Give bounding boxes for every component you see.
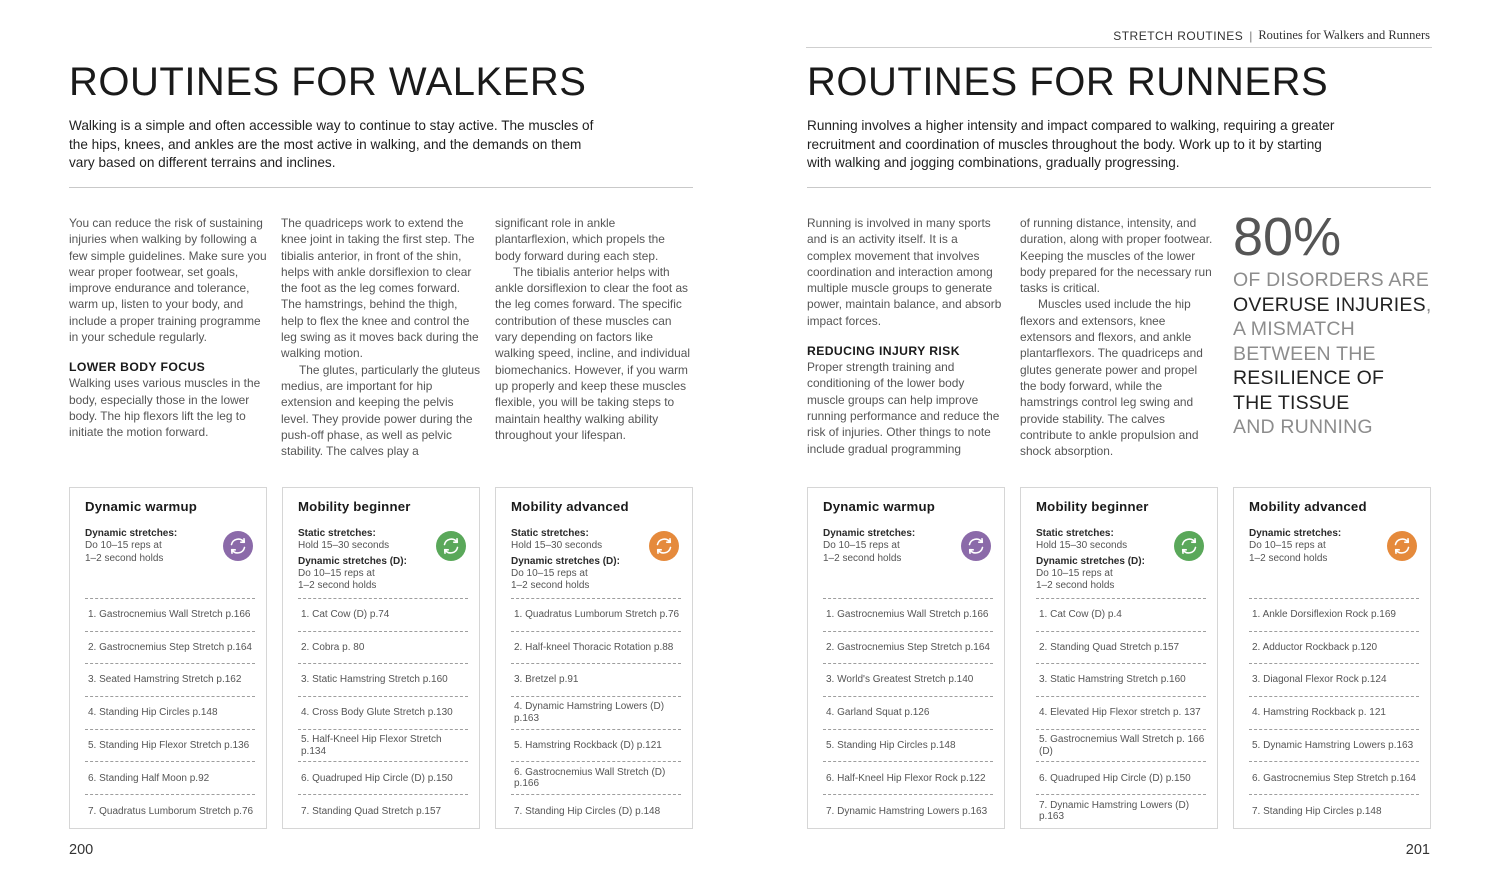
- subsection-label: Routines for Walkers and Runners: [1258, 28, 1430, 42]
- stretch-type-label: Dynamic stretches (D):: [298, 555, 407, 567]
- list-item: 6. Half-Kneel Hip Flexor Rock p.122: [823, 762, 993, 795]
- list-item: 4. Garland Squat p.126: [823, 697, 993, 730]
- list-item: 1. Cat Cow (D) p.4: [1036, 599, 1206, 632]
- stretch-holds: Hold 15–30 seconds: [511, 540, 603, 552]
- list-item: 1. Gastrocnemius Wall Stretch p.166: [823, 599, 993, 632]
- refresh-icon: [1387, 531, 1417, 561]
- list-item: 2. Cobra p. 80: [298, 632, 468, 665]
- running-head: [1113, 28, 1430, 43]
- card-title: Dynamic warmup: [823, 499, 935, 514]
- runners-column-1: [807, 215, 1005, 457]
- list-item: 4. Hamstring Rockback p. 121: [1249, 697, 1419, 730]
- card-title: Mobility beginner: [298, 499, 411, 514]
- card-instructions: [511, 528, 641, 592]
- stretch-holds: 1–2 second holds: [823, 552, 902, 564]
- walkers-column-1: [69, 215, 267, 441]
- walkers-subheading: LOWER BODY FOCUS: [69, 360, 206, 375]
- list-item: 4. Standing Hip Circles p.148: [85, 697, 255, 730]
- stretch-holds: Hold 15–30 seconds: [298, 540, 390, 552]
- stretch-holds: 1–2 second holds: [1036, 580, 1115, 592]
- runners-card-dynamic-warmup: [807, 487, 1005, 829]
- stretch-holds: 1–2 second holds: [298, 580, 377, 592]
- refresh-icon: [961, 531, 991, 561]
- runners-subheading: REDUCING INJURY RISK: [807, 344, 960, 359]
- list-item: 4. Cross Body Glute Stretch p.130: [298, 697, 468, 730]
- card-instructions: [1036, 528, 1166, 592]
- stretch-type-label: Dynamic stretches (D):: [511, 555, 620, 567]
- list-item: 4. Dynamic Hamstring Lowers (D) p.163: [511, 697, 681, 730]
- list-item: 4. Elevated Hip Flexor stretch p. 137: [1036, 697, 1206, 730]
- statistic-callout: [1233, 206, 1433, 440]
- runners-card-mobility-beginner: [1020, 487, 1218, 829]
- walkers-card-dynamic-warmup: [69, 487, 267, 829]
- list-item: 1. Gastrocnemius Wall Stretch p.166: [85, 599, 255, 632]
- stretch-reps: Do 10–15 reps at: [511, 567, 588, 579]
- list-item: 7. Dynamic Hamstring Lowers (D) p.163: [1039, 799, 1190, 823]
- walkers-col2-paragraph-2: The glutes, particularly the gluteus medius, are important for hip extension and keeping the pelvis level. They provide power during the push-off phase, as well as pelvic stability. The calves play a: [281, 362, 481, 459]
- walkers-col1-paragraph-2: Walking uses various muscles in the body, especially those in the lower body. The hip flexors lift the leg to initiate the motion forward.: [69, 376, 261, 440]
- card-title: Mobility beginner: [1036, 499, 1149, 514]
- list-item: 6. Standing Half Moon p.92: [85, 762, 255, 795]
- stretch-list: [511, 598, 681, 828]
- walkers-col2-paragraph-1: The quadriceps work to extend the knee joint in taking the first step. The tibialis anterior, in front of the shin, helps with ankle dorsiflexion to clear the foot as the leg comes forward. The hamstrings, behind the thigh, help to flex the knee and control the leg swing as it moves back during the walking motion.: [281, 216, 479, 361]
- statistic-emphasis: THE TISSUE: [1233, 391, 1350, 414]
- runners-title: ROUTINES FOR RUNNERS: [807, 60, 1329, 104]
- stretch-holds: Hold 15–30 seconds: [1036, 540, 1128, 552]
- statistic-line: OF DISORDERS ARE: [1233, 269, 1430, 291]
- stretch-type-label: Dynamic stretches (D):: [1036, 555, 1145, 567]
- list-item: 5. Gastrocnemius Wall Stretch p. 166 (D): [1036, 730, 1206, 763]
- stretch-reps: Do 10–15 reps at: [298, 567, 375, 579]
- walkers-col3-paragraph-1: significant role in ankle plantarflexion, which propels the body forward during each step.: [495, 216, 665, 263]
- card-instructions: [85, 528, 215, 565]
- walkers-title: ROUTINES FOR WALKERS: [69, 60, 587, 104]
- walkers-col3-paragraph-2: The tibialis anterior helps with ankle dorsiflexion to clear the foot as the leg comes forward. The specific contribution of these muscles can vary depending on factors like walking speed, incline, and individual biomechanics. However, if you warm up properly and keep these muscles flexible, you will be taking steps to maintain healthy walking ability throughout your lifespan.: [495, 264, 690, 442]
- list-item: 6. Gastrocnemius Step Stretch p.164: [1249, 762, 1419, 795]
- header-separator: |: [1249, 28, 1253, 43]
- list-item: 2. Gastrocnemius Step Stretch p.164: [85, 632, 255, 665]
- stretch-type-label: Dynamic stretches:: [823, 528, 916, 539]
- stretch-list: [1249, 598, 1419, 828]
- walkers-col1-paragraph-1: You can reduce the risk of sustaining injuries when walking by following a few simple guidelines. Make sure you wear proper footwear, set goals, improve endurance and tolerance, warm up, listen to your body, and include a proper training programme in your schedule regularly.: [69, 216, 267, 345]
- list-item: 6. Gastrocnemius Wall Stretch (D) p.166: [511, 762, 681, 795]
- card-title: Dynamic warmup: [85, 499, 197, 514]
- runners-col1-paragraph-2: Proper strength training and conditioning of the lower body muscle groups can help improve running performance and reduce the risk of injuries. Other things to note include gradual programming: [807, 360, 1000, 456]
- list-item: 1. Cat Cow (D) p.74: [298, 599, 468, 632]
- page-number-left: 200: [69, 842, 94, 858]
- walkers-intro-rule: [69, 187, 693, 188]
- statistic-emphasis: OVERUSE INJURIES: [1233, 293, 1426, 316]
- statistic-line: AND RUNNING: [1233, 416, 1373, 438]
- stretch-reps: Do 10–15 reps at: [1249, 540, 1326, 552]
- stretch-list: [85, 598, 255, 828]
- runners-col2-paragraph-2: Muscles used include the hip flexors and extensors, knee extensors and flexors, and ankle plantarflexors. The quadriceps and glutes generate power and propel the body forward, while the hamstrings control leg swing and provide stability. The calves contribute to ankle propulsion and shock absorption.: [1020, 297, 1203, 459]
- list-item: 5. Standing Hip Circles p.148: [823, 730, 993, 763]
- page-number-right: 201: [1405, 842, 1430, 858]
- list-item: 2. Half-kneel Thoracic Rotation p.88: [511, 632, 681, 665]
- card-title: Mobility advanced: [511, 499, 629, 514]
- stretch-list: [823, 598, 993, 828]
- list-item: 5. Standing Hip Flexor Stretch p.136: [85, 730, 255, 763]
- list-item: 6. Quadruped Hip Circle (D) p.150: [298, 762, 468, 795]
- card-instructions: [1249, 528, 1379, 565]
- runners-column-2: [1020, 215, 1216, 459]
- list-item: 3. Bretzel p.91: [511, 664, 681, 697]
- stretch-type-label: Static stretches:: [511, 528, 589, 539]
- stretch-list: [1036, 598, 1206, 828]
- list-item: 5. Half-Kneel Hip Flexor Stretch p.134: [298, 730, 468, 763]
- list-item: 5. Hamstring Rockback (D) p.121: [511, 730, 681, 763]
- list-item: 7. Standing Hip Circles (D) p.148: [514, 805, 661, 817]
- stretch-type-label: Dynamic stretches:: [1249, 528, 1342, 539]
- statistic-line: A MISMATCH: [1233, 318, 1355, 340]
- list-item: 7. Dynamic Hamstring Lowers p.163: [826, 805, 988, 817]
- stretch-type-label: Static stretches:: [1036, 528, 1114, 539]
- stretch-holds: 1–2 second holds: [511, 580, 590, 592]
- walkers-column-3: [495, 215, 691, 443]
- runners-intro: Running involves a higher intensity and impact compared to walking, requiring a greater recruitment and coordination of muscles throughout the body. Work up to it by starting with walking and jogging combinations, gradually progressing.: [807, 118, 1335, 170]
- stretch-reps: Do 10–15 reps at: [85, 540, 162, 552]
- list-item: 5. Dynamic Hamstring Lowers p.163: [1249, 730, 1419, 763]
- refresh-icon: [436, 531, 466, 561]
- statistic-emphasis: RESILIENCE OF: [1233, 367, 1385, 389]
- runners-card-mobility-advanced: [1233, 487, 1431, 829]
- runners-col2-paragraph-1: of running distance, intensity, and duration, along with proper footwear. Keeping the muscles of the lower body prepared for the necessary run tasks is critical.: [1020, 216, 1213, 296]
- refresh-icon: [223, 531, 253, 561]
- walkers-card-mobility-advanced: [495, 487, 693, 829]
- list-item: 7. Quadratus Lumborum Stretch p.76: [88, 805, 254, 817]
- list-item: 6. Quadruped Hip Circle (D) p.150: [1036, 762, 1206, 795]
- list-item: 3. Static Hamstring Stretch p.160: [1036, 664, 1206, 697]
- card-title: Mobility advanced: [1249, 499, 1367, 514]
- walkers-card-mobility-beginner: [282, 487, 480, 829]
- list-item: 7. Standing Quad Stretch p.157: [301, 805, 442, 817]
- stretch-reps: Do 10–15 reps at: [823, 540, 900, 552]
- stretch-type-label: Dynamic stretches:: [85, 528, 178, 539]
- list-item: 1. Ankle Dorsiflexion Rock p.169: [1249, 599, 1419, 632]
- list-item: 3. Diagonal Flexor Rock p.124: [1249, 664, 1419, 697]
- list-item: 2. Standing Quad Stretch p.157: [1036, 632, 1206, 665]
- card-instructions: [298, 528, 428, 592]
- statistic-comma: ,: [1425, 293, 1432, 316]
- stretch-holds: 1–2 second holds: [1249, 552, 1328, 564]
- list-item: 2. Gastrocnemius Step Stretch p.164: [823, 632, 993, 665]
- stretch-type-label: Static stretches:: [298, 528, 376, 539]
- runners-col1-paragraph-1: Running is involved in many sports and is an activity itself. It is a complex movement that involves coordination and interaction among multiple muscle groups to generate power, maintain balance, and absorb impact forces.: [807, 216, 1002, 328]
- statistic-line: BETWEEN THE: [1233, 342, 1376, 365]
- stretch-holds: 1–2 second holds: [85, 552, 164, 564]
- walkers-intro: Walking is a simple and often accessible way to continue to stay active. The muscles of the hips, knees, and ankles are the most active in walking, and the demands on them vary based on different terrains and inclines.: [69, 118, 594, 170]
- card-instructions: [823, 528, 953, 565]
- list-item: 2. Adductor Rockback p.120: [1249, 632, 1419, 665]
- stretch-reps: Do 10–15 reps at: [1036, 567, 1113, 579]
- header-rule: [806, 47, 1432, 48]
- runners-intro-rule: [807, 187, 1431, 188]
- section-label: STRETCH ROUTINES: [1113, 28, 1244, 43]
- list-item: 3. Static Hamstring Stretch p.160: [298, 664, 468, 697]
- list-item: 3. Seated Hamstring Stretch p.162: [85, 664, 255, 697]
- statistic-percent: 80%: [1233, 207, 1342, 267]
- list-item: 7. Standing Hip Circles p.148: [1252, 805, 1382, 817]
- list-item: 1. Quadratus Lumborum Stretch p.76: [511, 599, 681, 632]
- refresh-icon: [649, 531, 679, 561]
- stretch-list: [298, 598, 468, 828]
- refresh-icon: [1174, 531, 1204, 561]
- list-item: 3. World's Greatest Stretch p.140: [823, 664, 993, 697]
- walkers-column-2: [281, 215, 481, 459]
